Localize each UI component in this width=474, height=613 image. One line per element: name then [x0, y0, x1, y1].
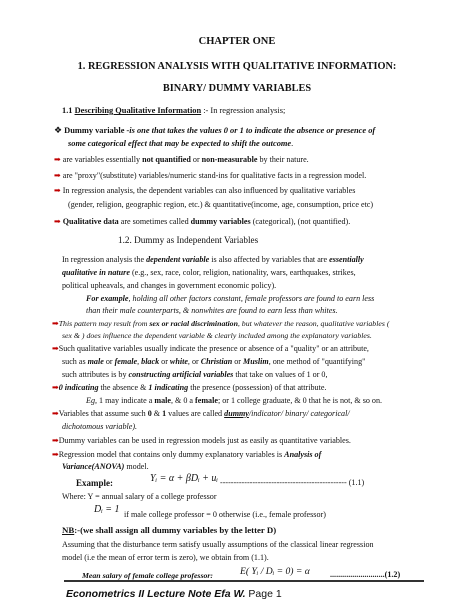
where-line: Where: Y = annual salary of a college professor — [62, 492, 217, 501]
bullet-qualitative-data: ➡ Qualitative data are sometimes called dummy variables (categorical), (not quantified). — [54, 217, 351, 226]
red-arrow-icon: ➡ — [54, 171, 61, 180]
assumption-line2: model (i.e the mean of error term is zero), we obtain from (1.1). — [62, 553, 269, 562]
subsection-1-1 — [62, 106, 285, 116]
dummy-definition-equation: Dᵢ = 1 — [94, 504, 120, 515]
equation-number-1-2: ...........................(1.2) — [330, 570, 401, 579]
bullet-dependent-variables-line2: (gender, religion, geographic region, etc.) & quantitative(income, age, consumption, price etc) — [68, 200, 374, 209]
subsection-1-2-heading: 1.2. Dummy as Independent Variables — [118, 235, 259, 245]
dummy-definition-line1 — [54, 125, 375, 136]
subsection-number: 1.1 — [62, 106, 75, 115]
conditional-mean-equation: E( Yᵢ / Dᵢ = 0) = α — [240, 566, 310, 577]
red-arrow-icon: ➡ — [54, 155, 61, 164]
red-arrow-icon: ➡ — [52, 436, 59, 445]
para3-line1: ➡Such qualitative variables usually indicate the presence or absence of a "quality" or an attribute, — [52, 344, 369, 353]
para5-line1: ➡Dummy variables can be used in regression models just as easily as quantitative variables. — [52, 436, 351, 445]
footer-course-title: Econometrics II Lecture Note Efa W. — [66, 588, 246, 600]
dummy-definition-dot: . — [291, 139, 294, 148]
red-arrow-icon: ➡ — [54, 186, 61, 195]
dummy-definition-line2 — [68, 139, 293, 149]
example-line1: For example, holding all other factors constant, female professors are found to earn less — [86, 294, 375, 303]
red-arrow-icon: ➡ — [54, 217, 61, 226]
para6-line1: ➡Regression model that contains only dummy explanatory variables is Analysis of — [52, 450, 322, 459]
diamond-bullet-icon: ❖ — [54, 125, 63, 135]
para4-line1: ➡Variables that assume such 0 & 1 values are called dummy/indicator/ binary/ categorical/ — [52, 409, 350, 418]
bullet-dependent-variables-line1: ➡ In regression analysis, the dependent variables can also influenced by qualitative variables — [54, 186, 356, 195]
chapter-heading: CHAPTER ONE — [198, 36, 276, 47]
para1-line3: political upheavals, and changes in government economic policy). — [62, 281, 277, 290]
para3-line5: Eg, 1 may indicate a male, & 0 a female; or 1 college graduate, & 0 that he is not, & so on. — [86, 396, 383, 405]
dummy-definition-text2: some categorical effect that may be expected to shift the outcome — [68, 139, 292, 148]
subsection-heading: Describing Qualitative Information — [74, 106, 202, 115]
dummy-definition-text: if male college professor = 0 otherwise (i.e., female professor) — [124, 510, 326, 519]
dummy-definition-text: -is one that takes the values 0 or 1 to indicate the absence or presence of — [124, 126, 376, 135]
equation-number-1-1: ----------------------------------------------- (1.1) — [220, 478, 365, 487]
regression-equation: Yᵢ = α + βDᵢ + uᵢ — [150, 473, 219, 484]
example-label: Example: — [76, 478, 113, 488]
mean-salary-label: Mean salary of female college professor: — [82, 571, 214, 580]
footer-divider — [64, 580, 424, 582]
red-arrow-icon: ➡ — [52, 383, 59, 392]
dummy-term: Dummy variable — [64, 126, 125, 135]
para1-line1: In regression analysis the dependent variable is also affected by variables that are essentially — [62, 255, 364, 264]
subsection-intro: :- In regression analysis; — [201, 106, 286, 115]
red-arrow-icon: ➡ — [52, 319, 59, 328]
red-arrow-icon: ➡ — [52, 409, 59, 418]
para2-line1: ➡This pattern may result from sex or racial discrimination, but whatever the reason, qualitative variables ( — [52, 319, 390, 328]
nb-text: :-(we shall assign all dummy variables by the letter D) — [74, 525, 277, 535]
para3-line4: ➡0 indicating the absence & 1 indicating the presence (possession) of that attribute. — [52, 383, 327, 392]
para3-line2: such as male or female, black or white, or Christian or Muslim, one method of "quantifying" — [62, 357, 366, 366]
example-line2: than their male counterparts, & nonwhites are found to earn less than whites. — [86, 306, 338, 315]
red-arrow-icon: ➡ — [52, 450, 59, 459]
section-title-line2: BINARY/ DUMMY VARIABLES — [162, 83, 312, 94]
para6-line2: Variance(ANOVA) model. — [62, 462, 149, 471]
red-arrow-icon: ➡ — [52, 344, 59, 353]
bullet-not-quantified: ➡ are variables essentially not quantified or non-measurable by their nature. — [54, 155, 309, 164]
nb-note — [62, 525, 276, 535]
page-footer — [66, 588, 282, 600]
section-title-line1: 1. REGRESSION ANALYSIS WITH QUALITATIVE INFORMATION: — [77, 61, 397, 72]
bullet-proxy-variables: ➡ are "proxy"(substitute) variables/numeric stand-ins for qualitative facts in a regression model. — [54, 171, 367, 180]
para4-line2: dichotomous variable). — [62, 422, 138, 431]
assumption-line1: Assuming that the disturbance term satisfy usually assumptions of the classical linear regression — [62, 540, 374, 549]
footer-page-number: Page 1 — [245, 588, 282, 600]
para1-line2: qualitative in nature (e.g., sex, race, color, religion, nationality, wars, earthquakes, strikes, — [62, 268, 356, 277]
nb-label: NB — [62, 525, 75, 535]
para3-line3: such attributes is by constructing artificial variables that take on values of 1 or 0, — [62, 370, 328, 379]
para2-line2: sex & ) does influence the dependent variable & clearly included among the explanatory variables. — [62, 331, 372, 340]
